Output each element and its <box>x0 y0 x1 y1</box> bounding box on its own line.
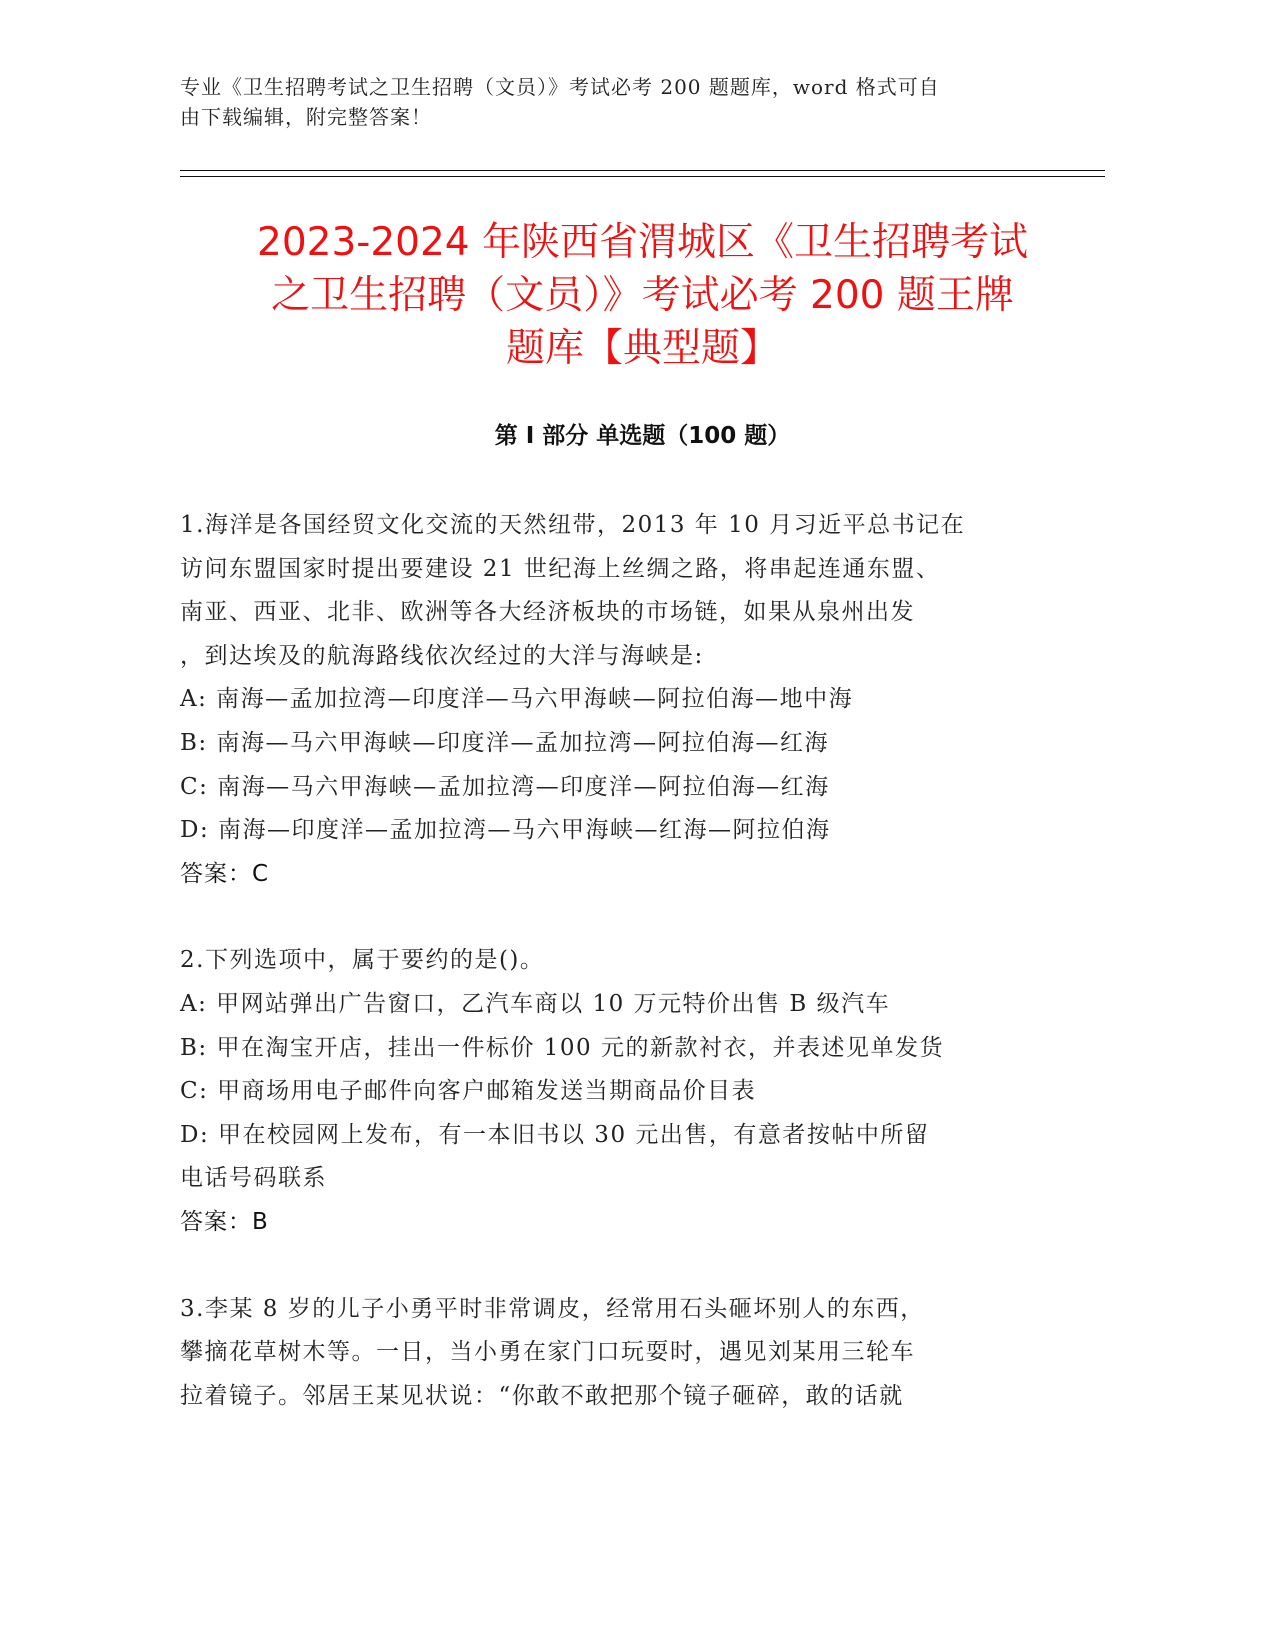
question-stem-line: 1.海洋是各国经贸文化交流的天然纽带，2013 年 10 月习近平总书记在 <box>180 512 966 538</box>
answer: 答案：B <box>180 1208 269 1235</box>
question-list <box>180 504 1040 1461</box>
option-a: A: 南海—孟加拉湾—印度洋—马六甲海峡—阿拉伯海—地中海 <box>180 686 854 713</box>
question-stem-line: ，到达埃及的航海路线依次经过的大洋与海峡是: <box>180 642 704 669</box>
answer: 答案：C <box>180 860 270 887</box>
option-d-continued: 电话号码联系 <box>180 1165 327 1192</box>
option-b: B: 甲在淘宝开店，挂出一件标价 100 元的新款衬衣，并表述见单发货 <box>180 1034 944 1061</box>
section-heading: 第 I 部分 单选题（100 题） <box>494 423 791 449</box>
header-divider-top <box>180 170 1105 171</box>
title-line: 之卫生招聘（文员）》考试必考 200 题王牌 <box>271 273 1014 318</box>
option-c: C: 南海—马六甲海峡—孟加拉湾—印度洋—阿拉伯海—红海 <box>180 773 830 800</box>
option-a: A: 甲网站弹出广告窗口，乙汽车商以 10 万元特价出售 B 级汽车 <box>180 990 891 1017</box>
question-2 <box>180 939 1040 1244</box>
header-divider-bottom <box>180 176 1105 177</box>
document-title <box>180 216 1105 375</box>
option-d: D: 南海—印度洋—孟加拉湾—马六甲海峡—红海—阿拉伯海 <box>180 817 831 844</box>
header-note <box>180 72 1040 132</box>
question-stem-line: 访问东盟国家时提出要建设 21 世纪海上丝绸之路，将串起连通东盟、 <box>180 555 941 582</box>
header-note-line: 由下载编辑，附完整答案！ <box>180 105 432 129</box>
question-stem-line: 2.下列选项中，属于要约的是()。 <box>180 947 545 974</box>
question-stem-line: 南亚、西亚、北非、欧洲等各大经济板块的市场链，如果从泉州出发 <box>180 599 915 626</box>
header-note-line: 专业《卫生招聘考试之卫生招聘（文员）》考试必考 200 题题库，word 格式可自 <box>180 75 940 99</box>
option-d: D: 甲在校园网上发布，有一本旧书以 30 元出售，有意者按帖中所留 <box>180 1121 930 1148</box>
question-1 <box>180 504 1040 896</box>
option-b: B: 南海—马六甲海峡—印度洋—孟加拉湾—阿拉伯海—红海 <box>180 729 829 756</box>
title-line: 题库【典型题】 <box>505 326 779 371</box>
question-3 <box>180 1288 1040 1419</box>
title-line: 2023-2024 年陕西省渭城区《卫生招聘考试 <box>257 220 1028 265</box>
option-c: C: 甲商场用电子邮件向客户邮箱发送当期商品价目表 <box>180 1078 757 1105</box>
question-stem-line: 攀摘花草树木等。一日，当小勇在家门口玩耍时，遇见刘某用三轮车 <box>180 1339 915 1366</box>
question-stem-line: 拉着镜子。邻居王某见状说：“你敢不敢把那个镜子砸碎，敢的话就 <box>180 1382 904 1409</box>
question-stem-line: 3.李某 8 岁的儿子小勇平时非常调皮，经常用石头砸坏别人的东西， <box>180 1295 925 1322</box>
